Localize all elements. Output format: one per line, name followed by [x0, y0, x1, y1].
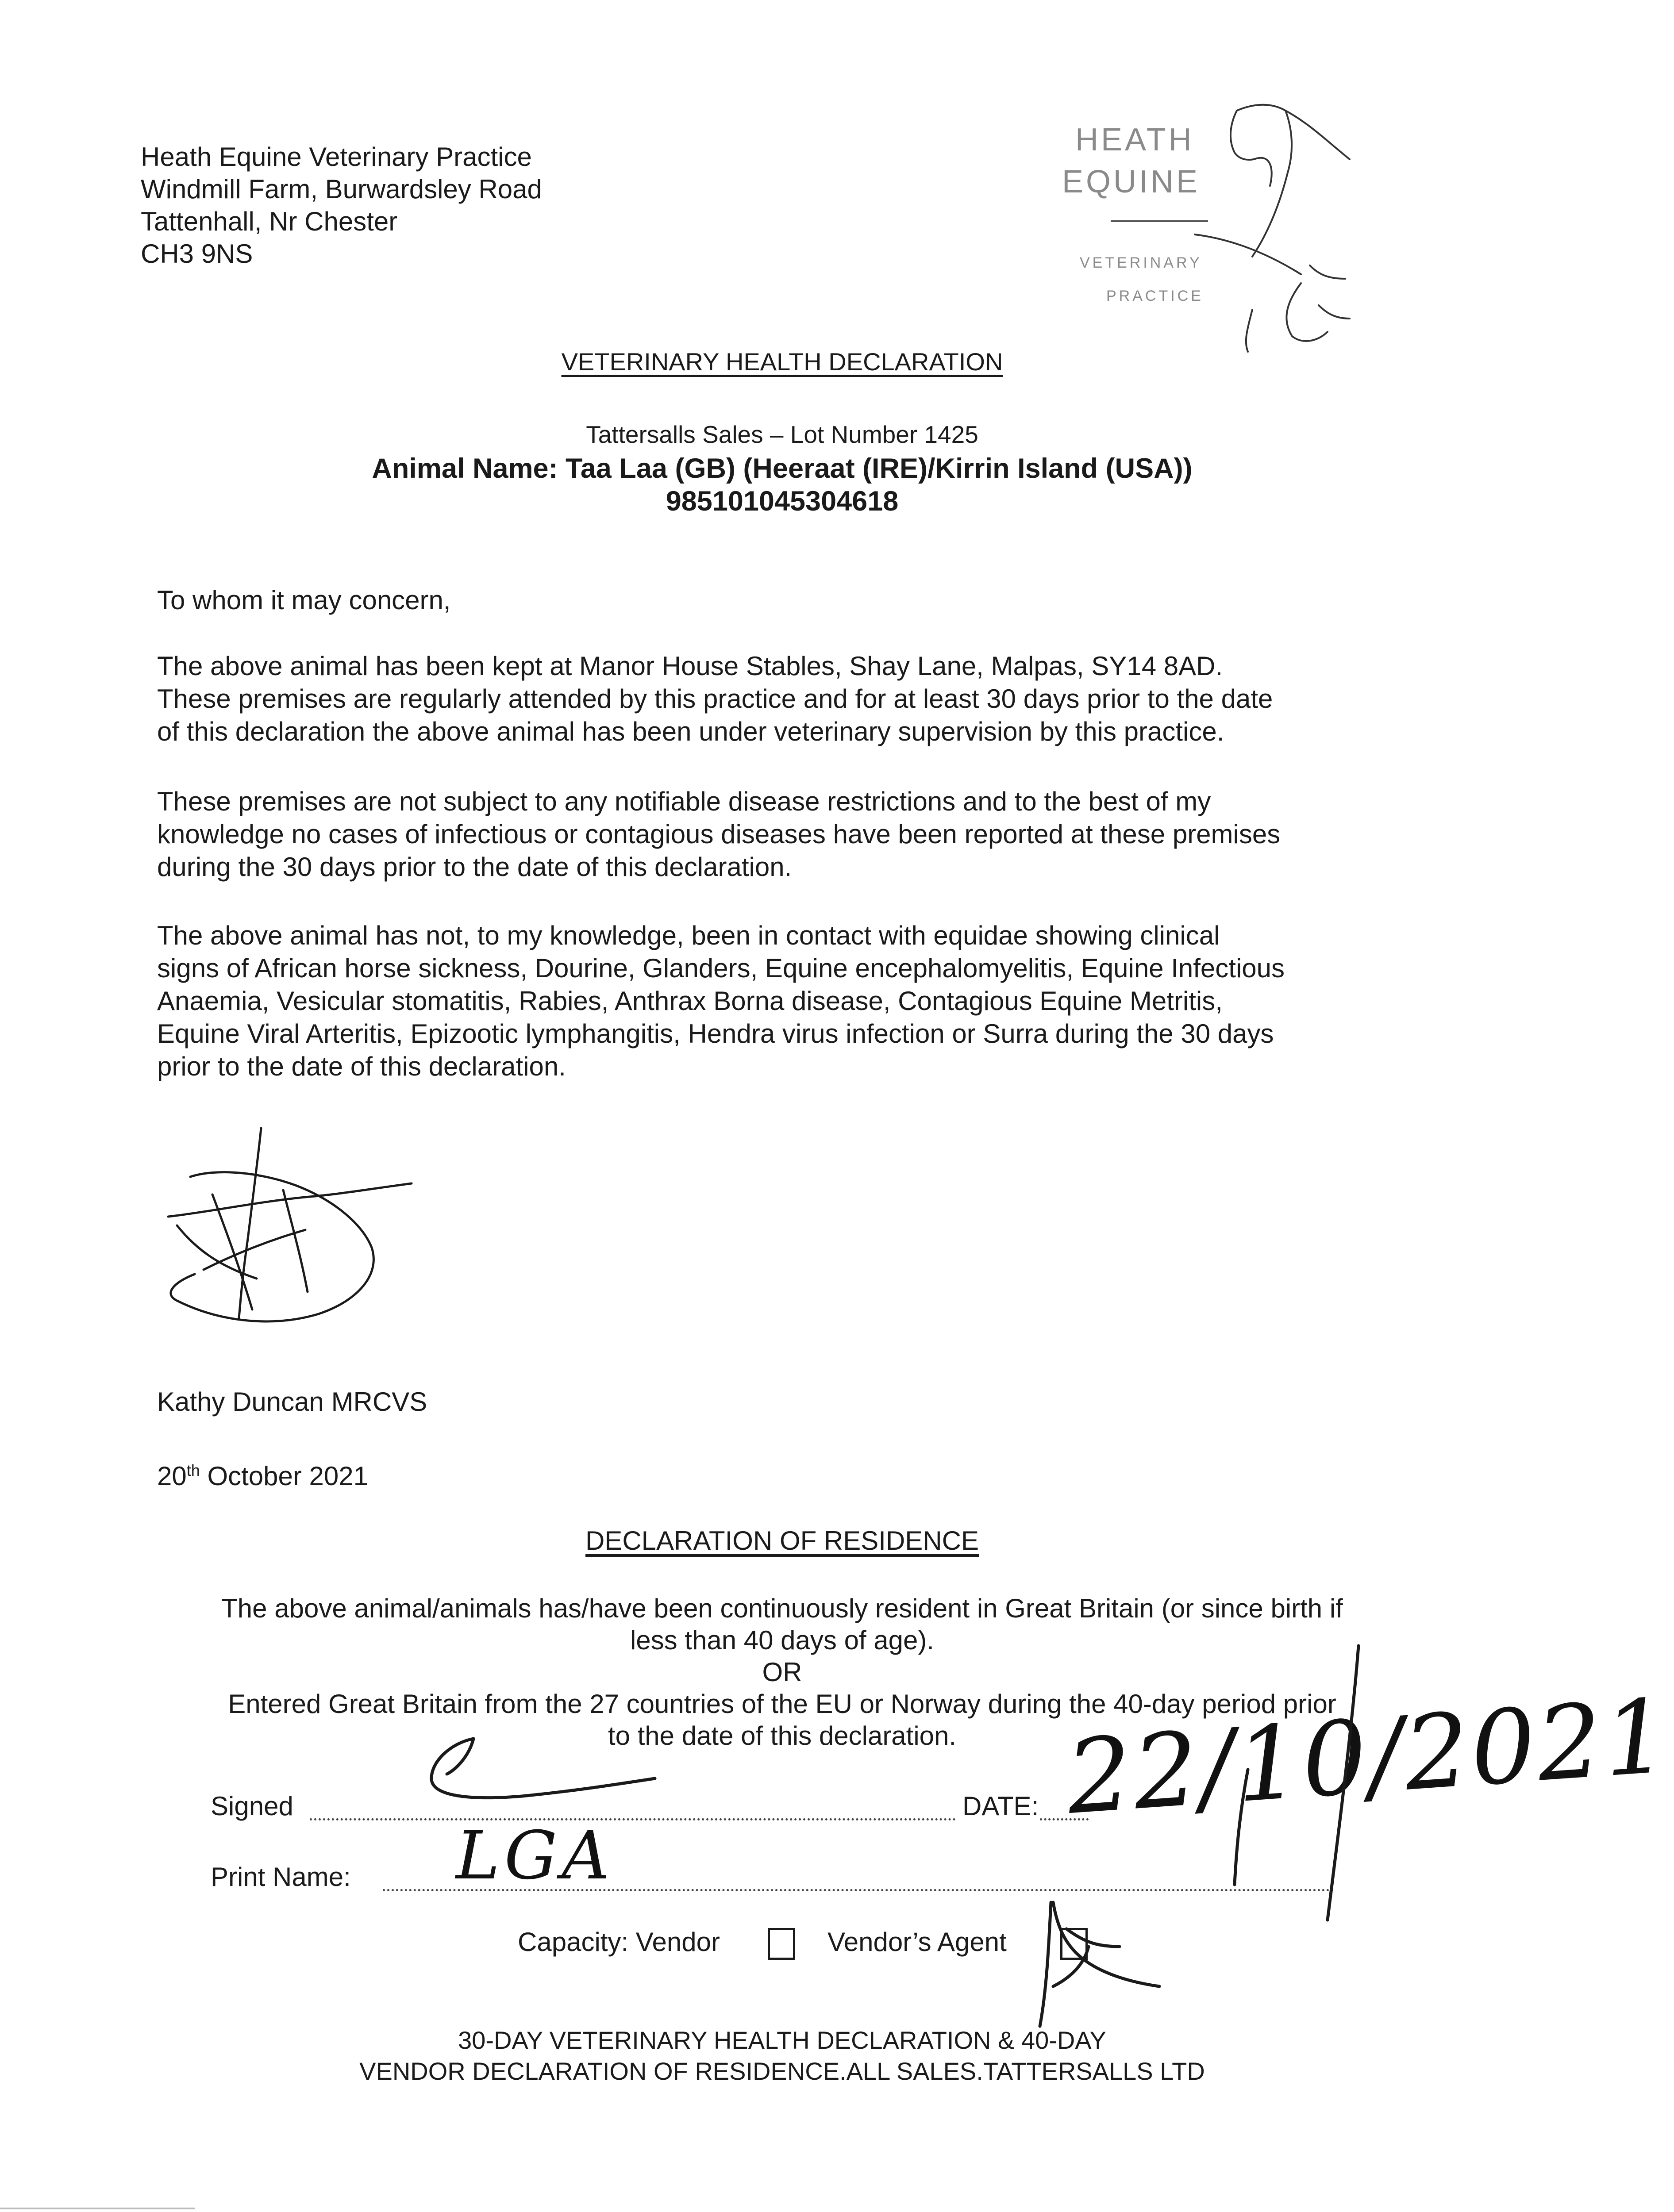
paragraph-line: during the 30 days prior to the date of this declaration. [157, 852, 792, 882]
postcode: CH3 9NS [141, 239, 253, 269]
residence-line-4: to the date of this declaration. [608, 1721, 957, 1751]
residence-declaration-title: DECLARATION OF RESIDENCE [585, 1526, 979, 1555]
paragraph-line: signs of African horse sickness, Dourine, Glanders, Equine encephalomyelitis, Equine Infectious [157, 953, 1285, 983]
paragraph-contact [157, 919, 1432, 1083]
vendor-agent-label: Vendor’s Agent [827, 1927, 1007, 1957]
practice-address [141, 141, 542, 270]
paragraph-line: The above animal has been kept at Manor House Stables, Shay Lane, Malpas, SY14 8AD. [157, 651, 1223, 681]
logo-word-equine: EQUINE [1062, 164, 1201, 200]
logo-word-practice: PRACTICE [1106, 288, 1204, 304]
logo-word-heath: HEATH [1075, 122, 1194, 157]
residence-title-row [0, 1525, 1564, 1556]
practice-name: Heath Equine Veterinary Practice [141, 142, 532, 172]
vet-signature [150, 1124, 425, 1336]
handwritten-print-name: LGA [456, 1817, 614, 1894]
residence-or: OR [762, 1657, 802, 1687]
address-line-1: Windmill Farm, Burwardsley Road [141, 174, 542, 204]
paragraph-premises [157, 650, 1432, 748]
paragraph-line: Anaemia, Vesicular stomatitis, Rabies, Anthrax Borna disease, Contagious Equine Metritis, [157, 986, 1223, 1016]
microchip-number: 985101045304618 [666, 486, 899, 517]
handwritten-marks [1013, 1637, 1522, 2079]
logo-word-veterinary: VETERINARY [1080, 254, 1202, 271]
vendor-checkbox[interactable] [768, 1928, 795, 1960]
paragraph-restrictions [157, 785, 1432, 883]
signatory-name: Kathy Duncan MRCVS [157, 1387, 427, 1417]
health-declaration-title-row [0, 347, 1564, 376]
date-ordinal: th [186, 1461, 200, 1479]
capacity-label: Capacity: Vendor [518, 1927, 720, 1957]
practice-logo [1062, 97, 1372, 354]
animal-name-line: Animal Name: Taa Laa (GB) (Heeraat (IRE)/Kirrin Island (USA)) [372, 453, 1193, 484]
paragraph-line: These premises are regularly attended by this practice and for at least 30 days prior to the date [157, 684, 1273, 714]
handwritten-date[interactable]: 22/10/2021 [1063, 1677, 1674, 1837]
paragraph-line: The above animal has not, to my knowledge, been in contact with equidae showing clinical [157, 921, 1220, 950]
horse-head-icon [1195, 105, 1350, 352]
date-month-year: October 2021 [200, 1461, 369, 1491]
paragraph-line: Equine Viral Arteritis, Epizootic lymphangitis, Hendra virus infection or Surra during the 30 days [157, 1019, 1274, 1048]
date-day: 20 [157, 1461, 187, 1491]
salutation: To whom it may concern, [157, 585, 451, 615]
footer-line-1: 30-DAY VETERINARY HEALTH DECLARATION & 40-DAY [458, 2026, 1106, 2054]
date-label: DATE: [962, 1791, 1039, 1821]
bottom-rule [0, 2208, 195, 2209]
footer [0, 2025, 1564, 2087]
residence-line-2: less than 40 days of age). [630, 1625, 935, 1655]
address-line-2: Tattenhall, Nr Chester [141, 207, 398, 236]
sale-lot-line: Tattersalls Sales – Lot Number 1425 [586, 421, 978, 448]
vendor-signature [389, 1725, 681, 1814]
signature-field[interactable] [310, 1818, 956, 1820]
paragraph-line: prior to the date of this declaration. [157, 1052, 566, 1081]
declaration-date [157, 1454, 1432, 1493]
residence-line-1: The above animal/animals has/have been continuously resident in Great Britain (or since birth if [221, 1594, 1343, 1623]
residence-line-3: Entered Great Britain from the 27 countries of the EU or Norway during the 40-day period prior [228, 1689, 1336, 1719]
footer-line-2: VENDOR DECLARATION OF RESIDENCE.ALL SALES.TATTERSALLS LTD [359, 2057, 1205, 2085]
paragraph-line: knowledge no cases of infectious or contagious diseases have been reported at these premises [157, 819, 1281, 849]
print-name-label: Print Name: [211, 1862, 351, 1892]
paragraph-line: of this declaration the above animal has been under veterinary supervision by this practice. [157, 717, 1224, 746]
signed-label: Signed [211, 1791, 293, 1821]
paragraph-line: These premises are not subject to any notifiable disease restrictions and to the best of my [157, 787, 1211, 816]
health-declaration-title: VETERINARY HEALTH DECLARATION [561, 348, 1003, 376]
